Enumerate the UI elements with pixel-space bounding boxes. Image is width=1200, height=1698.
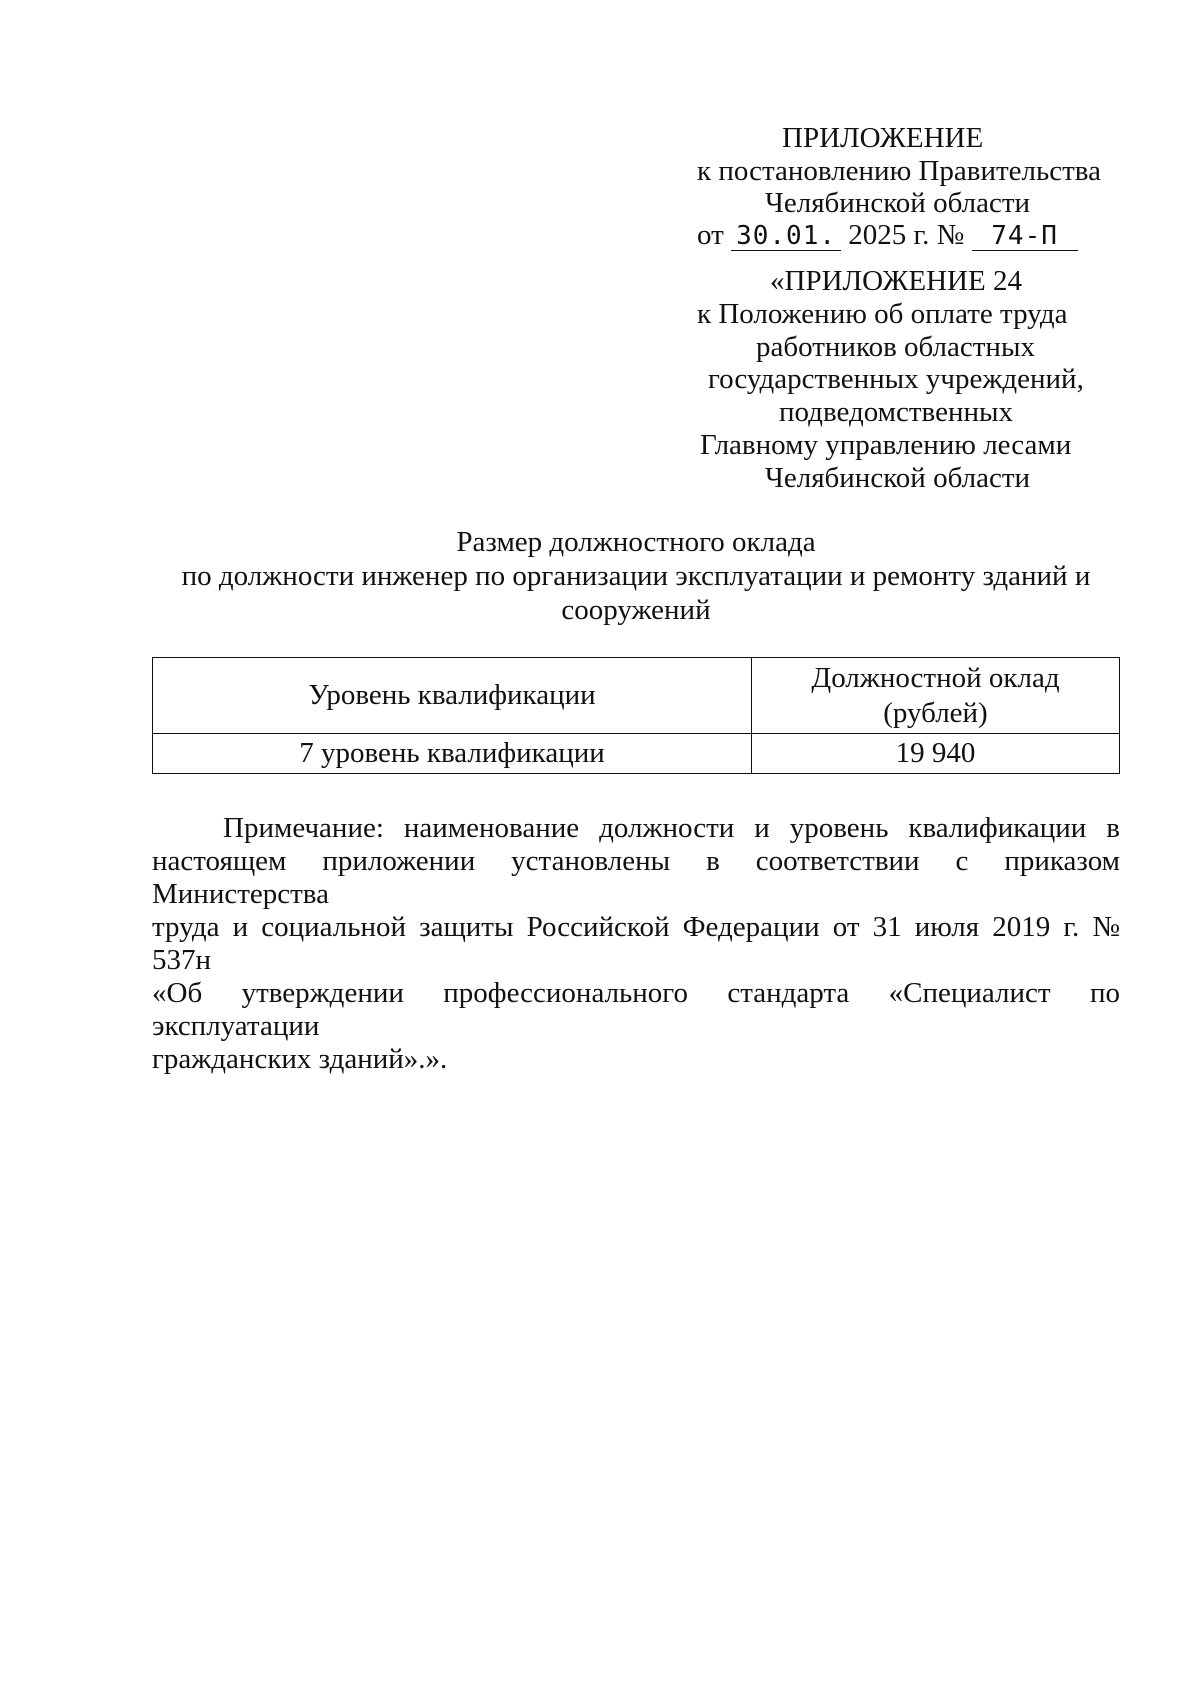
decree-reference: к постановлению Правительства	[697, 155, 1101, 187]
header-qualification-level: Уровень квалификации	[153, 658, 752, 734]
header-salary-label: Должностной оклад	[811, 661, 1060, 694]
note-line: настоящем приложении установлены в соответствии с приказом Министерства	[152, 845, 1120, 910]
table-header-row	[153, 658, 1120, 734]
decree-year: 2025 г. №	[848, 219, 965, 251]
document-title-line2: по должности инженер по организации эксплуатации и ремонту зданий и	[181, 560, 1091, 592]
note-line: Примечание: наименование должности и уровень квалификации в	[223, 812, 1120, 844]
note-line: гражданских зданий».».	[152, 1043, 448, 1075]
qualification-level-cell: 7 уровень квалификации	[153, 734, 752, 774]
salary-cell: 19 940	[752, 734, 1120, 774]
decree-date: 30.01.	[731, 223, 841, 251]
document-title: Размер должностного оклада	[456, 526, 816, 558]
region-name: Челябинской области	[765, 187, 1031, 219]
sub-header-line: Главному управлению лесами	[700, 429, 1072, 461]
note-paragraph	[152, 812, 1120, 1076]
table-row	[153, 734, 1120, 774]
sub-appendix-title: «ПРИЛОЖЕНИЕ 24	[770, 265, 1022, 297]
sub-header-line: государственных учреждений,	[708, 363, 1084, 395]
sub-header-line: к Положению об оплате труда	[697, 298, 1068, 330]
sub-header-line: подведомственных	[779, 396, 1013, 428]
decree-date-line	[697, 221, 1078, 251]
salary-table	[152, 657, 1120, 774]
header-salary	[752, 658, 1120, 734]
header-salary-unit: (рублей)	[883, 696, 988, 729]
sub-header-line: Челябинской области	[765, 462, 1031, 494]
note-line: труда и социальной защиты Российской Федерации от 31 июля 2019 г. № 537н	[152, 911, 1120, 976]
decree-number: 74-П	[972, 223, 1078, 251]
sub-header-line: работников областных	[756, 331, 1035, 363]
date-prefix: от	[697, 219, 724, 251]
appendix-title: ПРИЛОЖЕНИЕ	[782, 122, 984, 154]
document-title-line3: сооружений	[561, 594, 711, 626]
note-line: «Об утверждении профессионального стандарта «Специалист по эксплуатации	[152, 977, 1120, 1042]
